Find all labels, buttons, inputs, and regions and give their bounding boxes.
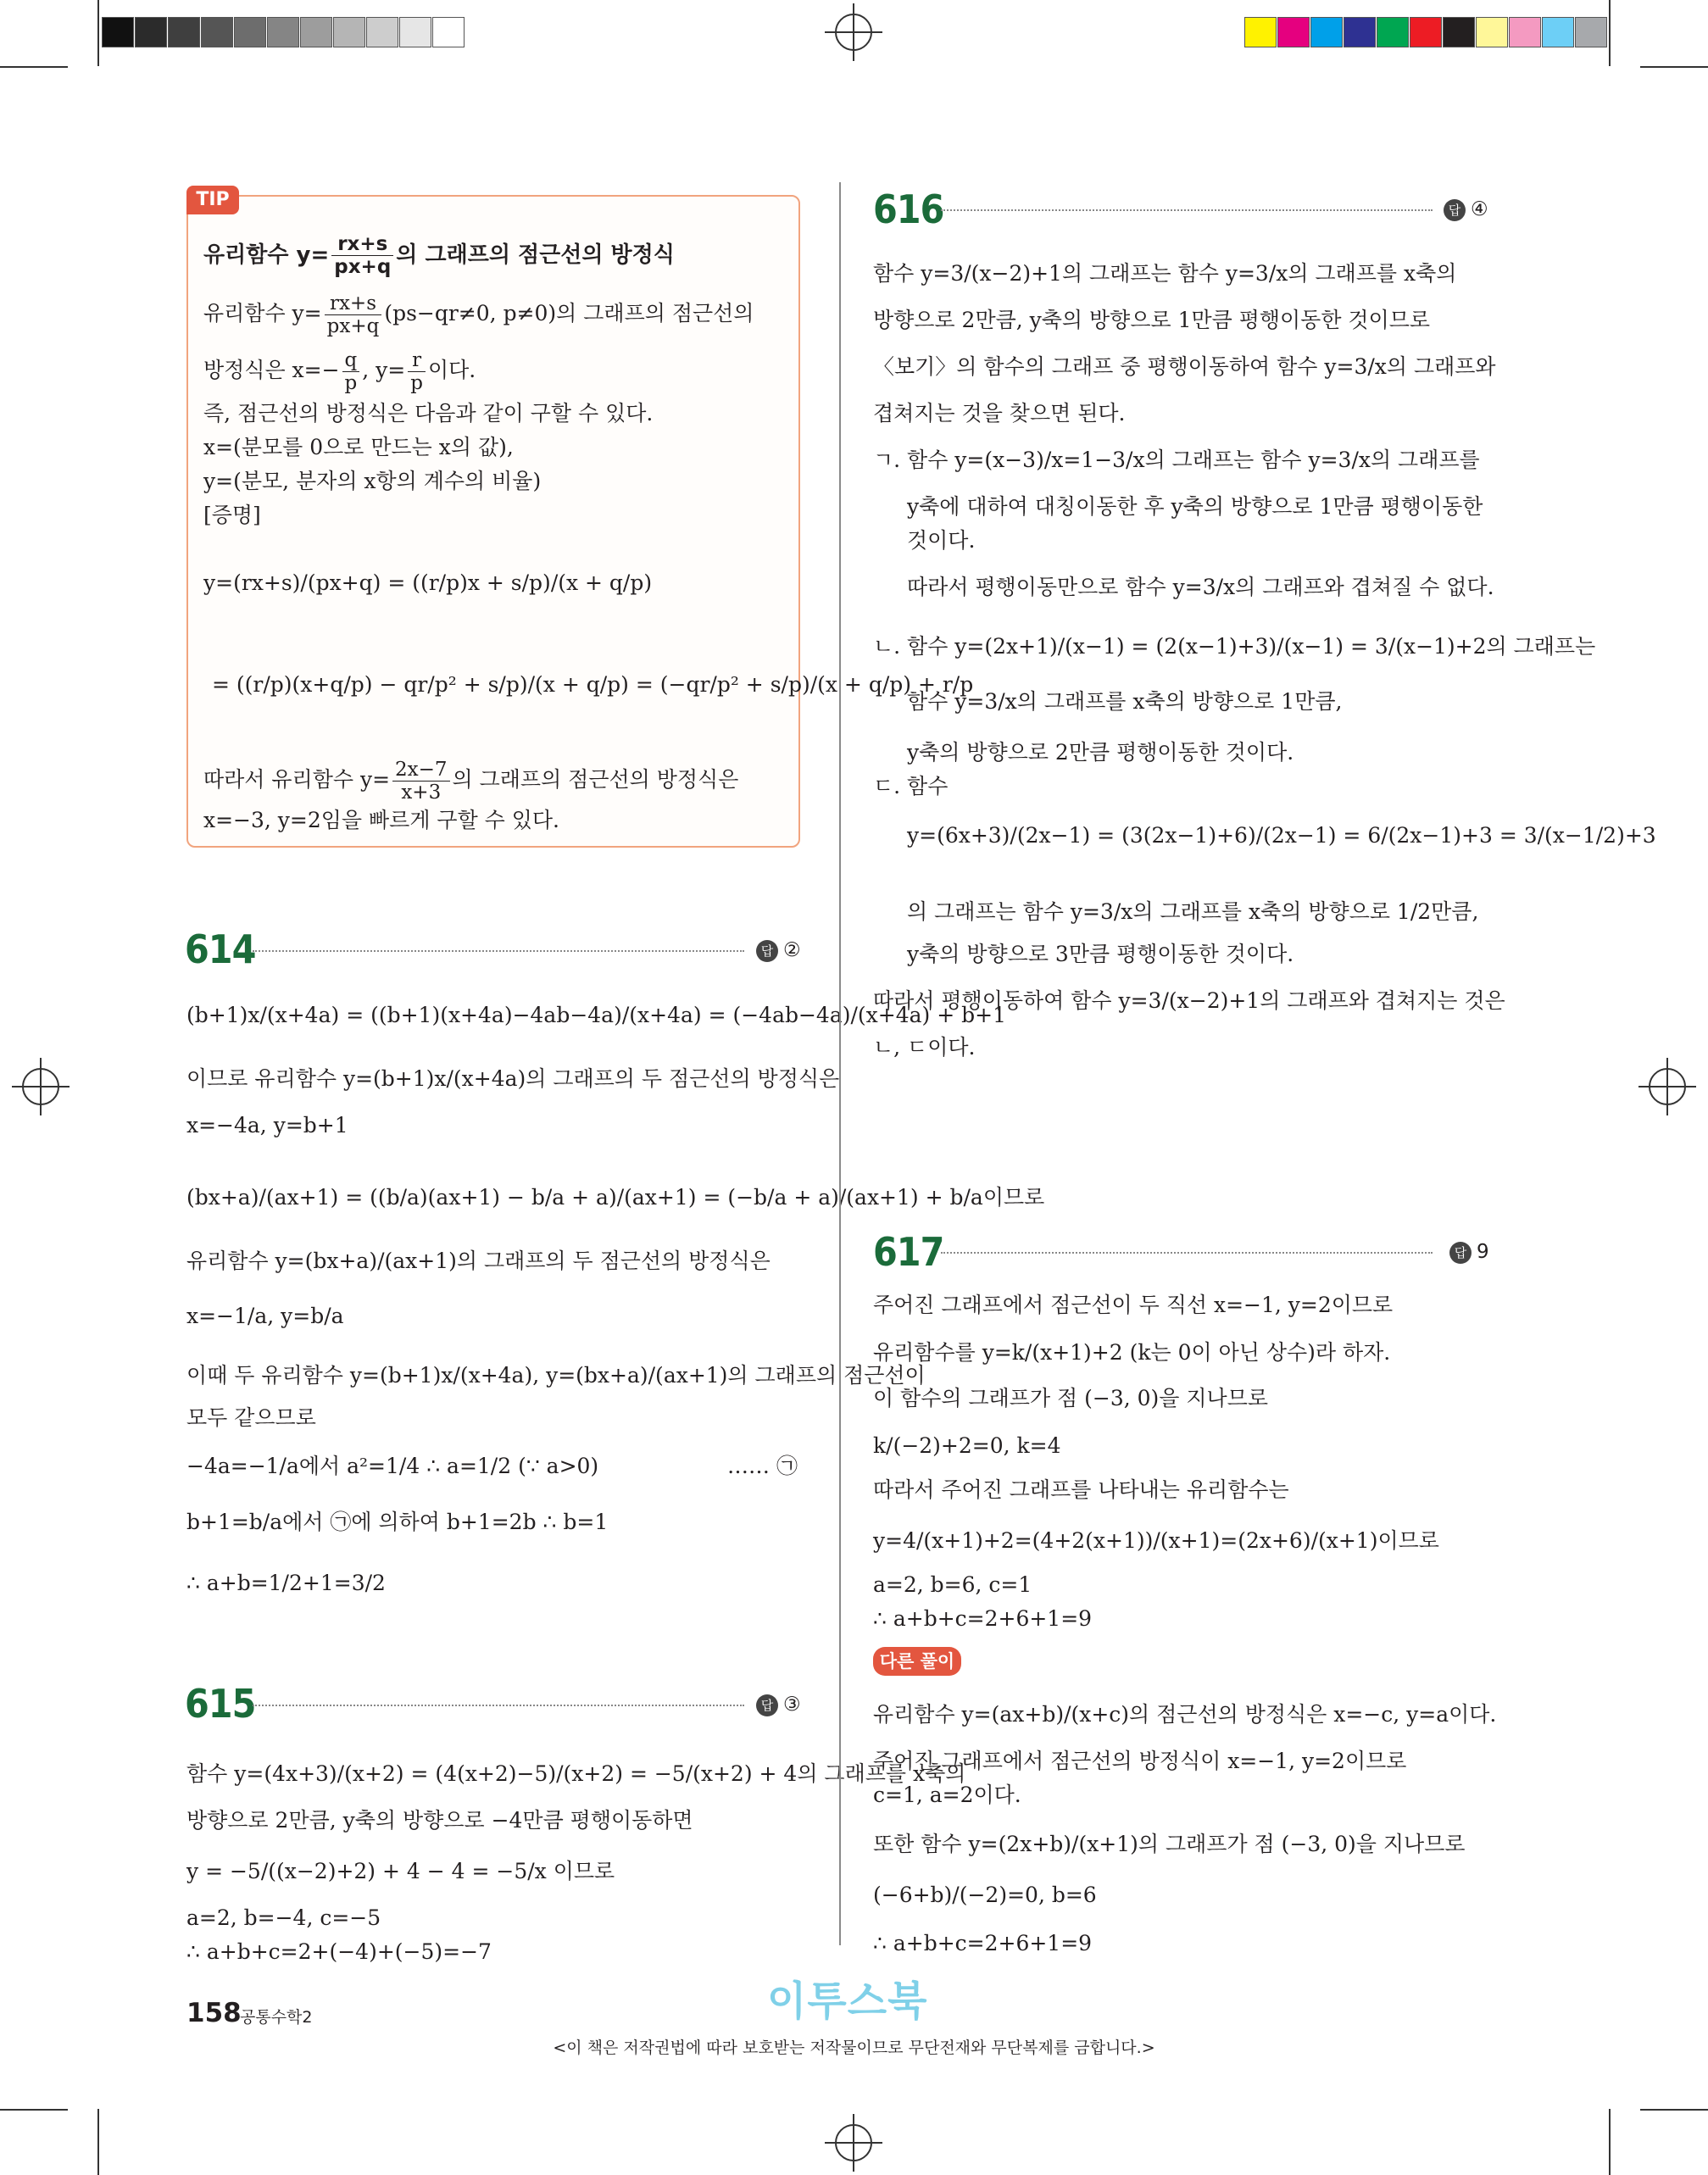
- solution-line: a=2, b=−4, c=−5: [186, 1905, 381, 1930]
- color-swatch: [399, 17, 431, 47]
- solution-line: 방향으로 2만큼, y축의 방향으로 1만큼 평행이동한 것이므로: [873, 308, 1431, 332]
- solution-line: a=2, b=6, c=1: [873, 1572, 1032, 1597]
- problem-number-615: 615: [185, 1681, 256, 1727]
- alternative-solution-label: 다른 풀이: [873, 1647, 961, 1676]
- solution-line: y축에 대하여 대칭이동한 후 y축의 방향으로 1만큼 평행이동한: [907, 494, 1483, 519]
- tip-proof-line-2: = ((r/p)(x+q/p) − qr/p² + s/p)/(x + q/p) = (−qr/p² + s/p)/(x + q/p) + r/p: [212, 672, 974, 697]
- solution-line: 겹쳐지는 것을 찾으면 된다.: [873, 401, 1126, 426]
- solution-line: 따라서 평행이동하여 함수 y=3/(x−2)+1의 그래프와 겹쳐지는 것은: [873, 988, 1505, 1013]
- solution-line: 이때 두 유리함수 y=(b+1)x/(x+4a), y=(bx+a)/(ax+1)의 그래프의 점근선이: [186, 1363, 926, 1388]
- solution-line: 방향으로 2만큼, y축의 방향으로 −4만큼 평행이동하면: [186, 1808, 693, 1833]
- tip-line-1: 유리함수 y= $\frac{rx+s}{px+q}$ (ps−qr≠0, p≠0)의 그래프의 점근선의: [203, 292, 754, 337]
- solution-line: y=(6x+3)/(2x−1) = (3(2x−1)+6)/(2x−1) = 6/(2x−1)+3 = 3/(x−1/2)+3: [907, 823, 1656, 848]
- solution-line: ∴ a+b=1/2+1=3/2: [186, 1571, 386, 1595]
- solution-line: y=4/(x+1)+2=(4+2(x+1))/(x+1)=(2x+6)/(x+1)이므로: [873, 1528, 1439, 1553]
- solution-line: 유리함수 y=(bx+a)/(ax+1)의 그래프의 두 점근선의 방정식은: [186, 1249, 771, 1273]
- solution-line: ∴ a+b+c=2+(−4)+(−5)=−7: [186, 1939, 492, 1964]
- answer-615: 답 ③: [756, 1694, 801, 1716]
- color-swatch: [366, 17, 398, 47]
- solution-line: ∴ a+b+c=2+6+1=9: [873, 1931, 1093, 1955]
- solution-line: 또한 함수 y=(2x+b)/(x+1)의 그래프가 점 (−3, 0)을 지나므로: [873, 1832, 1466, 1856]
- tip-proof-line-1: y=(rx+s)/(px+q) = ((r/p)x + s/p)/(x + q/p): [203, 570, 653, 595]
- solution-line: 유리함수 y=(ax+b)/(x+c)의 점근선의 방정식은 x=−c, y=a이다.: [873, 1702, 1497, 1727]
- color-swatch: [135, 17, 167, 47]
- solution-line: 함수 y=(4x+3)/(x+2) = (4(x+2)−5)/(x+2) = −5/(x+2) + 4의 그래프를 x축의: [186, 1761, 966, 1786]
- solution-line: y축의 방향으로 2만큼 평행이동한 것이다.: [907, 740, 1294, 765]
- solution-line: 주어진 그래프에서 점근선이 두 직선 x=−1, y=2이므로: [873, 1293, 1394, 1317]
- solution-line: ∴ a+b+c=2+6+1=9: [873, 1606, 1093, 1631]
- solution-line: 유리함수를 y=k/(x+1)+2 (k는 0이 아닌 상수)라 하자.: [873, 1340, 1391, 1365]
- solution-line: ㄴ, ㄷ이다.: [873, 1035, 976, 1060]
- color-swatch: [1509, 17, 1541, 47]
- problem-divider-617: [941, 1252, 1433, 1254]
- equation-marker: …… ㉠: [727, 1454, 798, 1478]
- color-swatch: [1575, 17, 1607, 47]
- tip-line-10: x=−3, y=2임을 빠르게 구할 수 있다.: [203, 808, 560, 832]
- color-swatch: [300, 17, 332, 47]
- tip-line-3: 즉, 점근선의 방정식은 다음과 같이 구할 수 있다.: [203, 401, 654, 426]
- problem-divider-615: [253, 1705, 744, 1706]
- solution-line: y축의 방향으로 3만큼 평행이동한 것이다.: [907, 942, 1294, 966]
- answer-614: 답 ②: [756, 939, 801, 962]
- registration-mark-right: [1649, 1068, 1686, 1105]
- solution-line: (b+1)x/(x+4a) = ((b+1)(x+4a)−4ab−4a)/(x+4a) = (−4ab−4a)/(x+4a) + b+1: [186, 1003, 1006, 1027]
- copyright-notice: <이 책은 저작권법에 따라 보호받는 저작물이므로 무단전재와 무단복제를 금합니다.>: [553, 2039, 1155, 2057]
- solution-line: x=−1/a, y=b/a: [186, 1304, 344, 1328]
- color-swatch: [1377, 17, 1409, 47]
- column-divider: [839, 182, 841, 1945]
- color-swatch: [201, 17, 233, 47]
- color-swatch: [333, 17, 365, 47]
- color-swatch: [432, 17, 465, 47]
- tip-line-5: y=(분모, 분자의 x항의 계수의 비율): [203, 469, 542, 493]
- solution-line: 〈보기〉의 함수의 그래프 중 평행이동하여 함수 y=3/x의 그래프와: [873, 354, 1496, 379]
- color-swatch: [1344, 17, 1376, 47]
- color-swatch: [1244, 17, 1277, 47]
- color-swatch: [1542, 17, 1574, 47]
- problem-divider-616: [941, 209, 1433, 211]
- page-number: 158: [186, 1998, 242, 2028]
- book-title: 공통수학2: [240, 2008, 313, 2027]
- color-swatch: [267, 17, 299, 47]
- solution-line: ㄷ. 함수: [873, 774, 949, 798]
- tip-line-6: [증명]: [203, 503, 261, 527]
- color-swatch: [1476, 17, 1508, 47]
- tip-title: 유리함수 y= $\frac{rx+s}{px+q}$ 의 그래프의 점근선의 방정식: [203, 233, 675, 278]
- solution-line: c=1, a=2이다.: [873, 1783, 1021, 1807]
- color-swatch: [234, 17, 266, 47]
- solution-line: 이 함수의 그래프가 점 (−3, 0)을 지나므로: [873, 1386, 1268, 1410]
- solution-line: y = −5/((x−2)+2) + 4 − 4 = −5/x 이므로: [186, 1859, 615, 1883]
- problem-number-617: 617: [873, 1229, 944, 1275]
- answer-616: 답 ④: [1444, 198, 1488, 221]
- answer-617: 답 9: [1449, 1241, 1489, 1264]
- registration-mark-bottom: [835, 2124, 872, 2161]
- solution-line: ㄱ. 함수 y=(x−3)/x=1−3/x의 그래프는 함수 y=3/x의 그래프를: [873, 448, 1480, 472]
- problem-number-614: 614: [185, 926, 256, 972]
- tip-label: TIP: [186, 186, 239, 214]
- publisher-logo: 이투스북: [767, 1978, 928, 2025]
- color-swatch: [168, 17, 200, 47]
- color-swatch: [1310, 17, 1343, 47]
- color-swatch: [1443, 17, 1475, 47]
- problem-divider-614: [253, 950, 744, 952]
- color-swatch: [1277, 17, 1310, 47]
- solution-line: x=−4a, y=b+1: [186, 1113, 348, 1138]
- solution-line: 이므로 유리함수 y=(b+1)x/(x+4a)의 그래프의 두 점근선의 방정식은: [186, 1066, 840, 1091]
- solution-line: (bx+a)/(ax+1) = ((b/a)(ax+1) − b/a + a)/(ax+1) = (−b/a + a)/(ax+1) + b/a이므로: [186, 1185, 1045, 1210]
- solution-line: 모두 같으므로: [186, 1405, 316, 1430]
- solution-line: ㄴ. 함수 y=(2x+1)/(x−1) = (2(x−1)+3)/(x−1) = 3/(x−1)+2의 그래프는: [873, 634, 1596, 659]
- color-swatch: [102, 17, 134, 47]
- solution-line: k/(−2)+2=0, k=4: [873, 1433, 1061, 1458]
- problem-number-616: 616: [873, 186, 944, 232]
- tip-line-9: 따라서 유리함수 y= $\frac{2x-7}{x+3}$ 의 그래프의 점근선의 방정식은: [203, 759, 739, 804]
- solution-line: 따라서 주어진 그래프를 나타내는 유리함수는: [873, 1477, 1289, 1502]
- tip-line-2: 방정식은 x=− $\frac{q}{p}$ , y= $\frac{r}{p}$ 이다.: [203, 349, 476, 394]
- solution-line: 주어진 그래프에서 점근선의 방정식이 x=−1, y=2이므로: [873, 1749, 1407, 1773]
- registration-mark-top: [835, 14, 872, 51]
- solution-line: −4a=−1/a에서 a²=1/4 ∴ a=1/2 (∵ a>0): [186, 1454, 599, 1478]
- solution-line: 것이다.: [907, 528, 976, 553]
- color-swatch: [1410, 17, 1442, 47]
- solution-line: (−6+b)/(−2)=0, b=6: [873, 1883, 1097, 1907]
- tip-line-4: x=(분모를 0으로 만드는 x의 값),: [203, 435, 514, 459]
- registration-mark-left: [22, 1068, 59, 1105]
- solution-line: b+1=b/a에서 ㉠에 의하여 b+1=2b ∴ b=1: [186, 1510, 609, 1534]
- solution-line: 함수 y=3/x의 그래프를 x축의 방향으로 1만큼,: [907, 689, 1343, 714]
- solution-line: 따라서 평행이동만으로 함수 y=3/x의 그래프와 겹쳐질 수 없다.: [907, 575, 1494, 599]
- solution-line: 함수 y=3/(x−2)+1의 그래프는 함수 y=3/x의 그래프를 x축의: [873, 261, 1457, 286]
- solution-line: 의 그래프는 함수 y=3/x의 그래프를 x축의 방향으로 1/2만큼,: [907, 899, 1479, 924]
